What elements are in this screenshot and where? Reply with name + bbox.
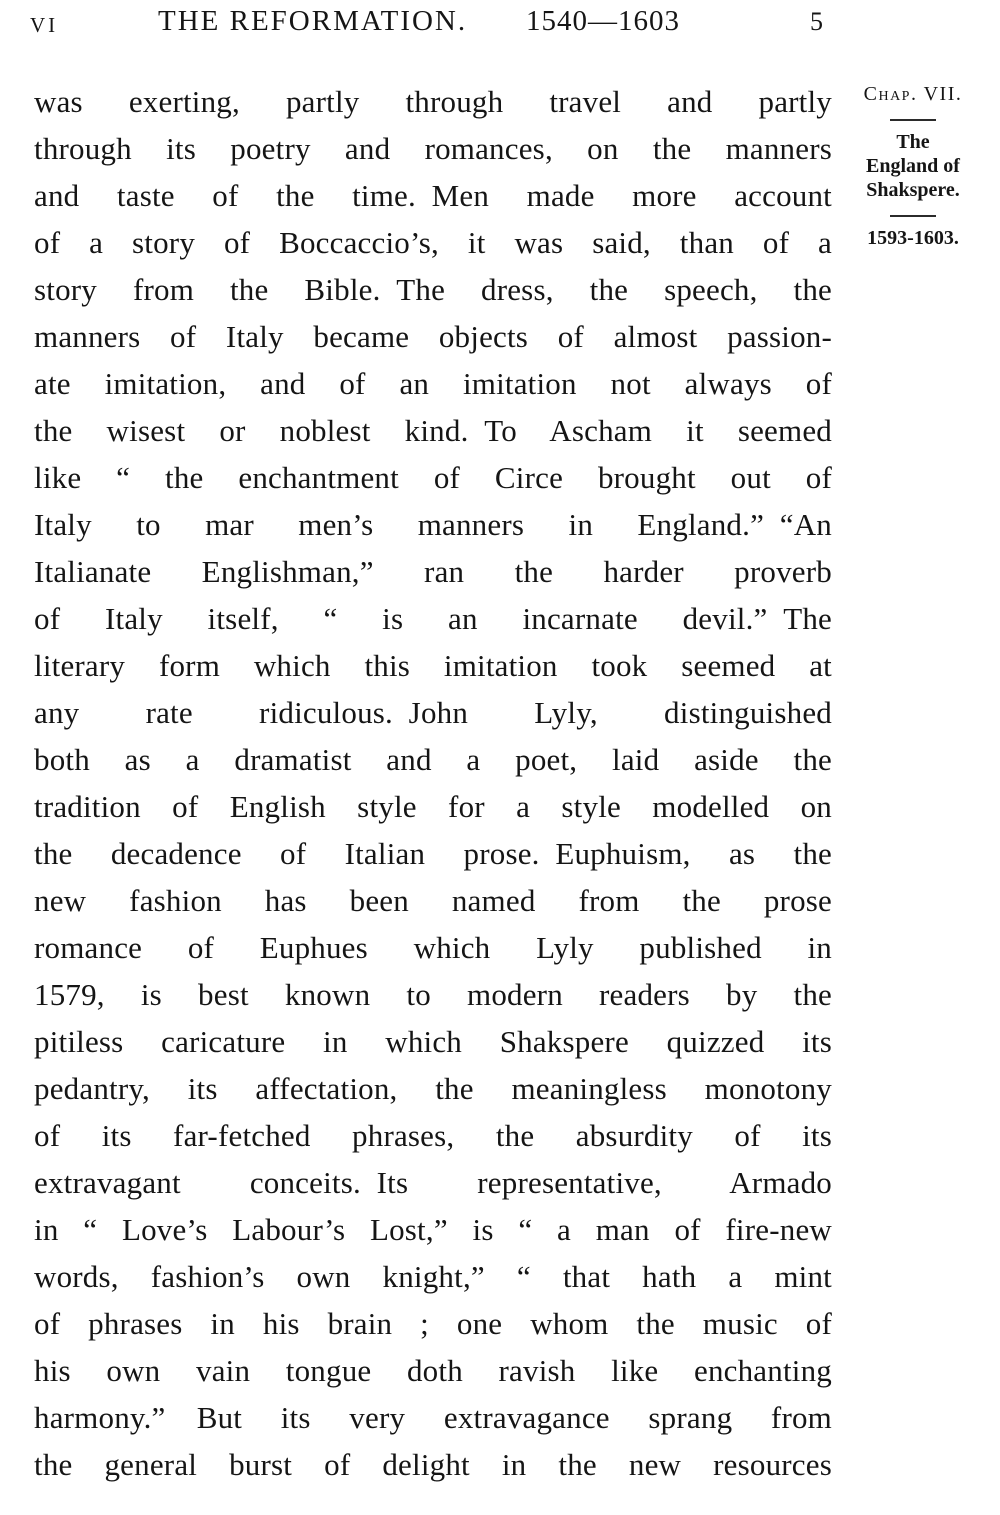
text-line: extravagant conceits. Its representative, Armado [34, 1165, 832, 1200]
text-line: in “ Love’s Labour’s Lost,” is “ a man of fire-new [34, 1212, 832, 1247]
body-text-column [34, 78, 832, 1488]
text-line: manners of Italy became objects of almost passion- [34, 319, 832, 354]
margin-note-line: The [896, 131, 930, 153]
text-line: literary form which this imitation took seemed at [34, 648, 832, 683]
text-line: through its poetry and romances, on the manners [34, 131, 832, 166]
text-line: the wisest or noblest kind. To Ascham it seemed [34, 413, 832, 448]
text-line: of phrases in his brain ; one whom the music of [34, 1306, 832, 1341]
margin-notes-column [838, 83, 988, 250]
text-line: the decadence of Italian prose. Euphuism, as the [34, 836, 832, 871]
folio-signature: VI [30, 13, 59, 37]
page-number: 5 [810, 7, 823, 36]
text-line: harmony.” But its very extravagance sprang from [34, 1400, 832, 1435]
text-line: was exerting, partly through travel and partly [34, 84, 832, 119]
header-date-range: 1540—1603 [526, 5, 680, 37]
text-line: ate imitation, and of an imitation not always of [34, 366, 832, 401]
text-line: of a story of Boccaccio’s, it was said, than of a [34, 225, 832, 260]
text-line: Italianate Englishman,” ran the harder proverb [34, 554, 832, 589]
text-line: like “ the enchantment of Circe brought out of [34, 460, 832, 495]
margin-note-line: Shakspere. [866, 179, 960, 201]
text-line: any rate ridiculous. John Lyly, distinguished [34, 695, 832, 730]
text-line: Italy to mar men’s manners in England.” “An [34, 507, 832, 542]
text-line: words, fashion’s own knight,” “ that hath a mint [34, 1259, 832, 1294]
text-line: of Italy itself, “ is an incarnate devil.” The [34, 601, 832, 636]
text-line: 1579, is best known to modern readers by the [34, 977, 832, 1012]
text-line: story from the Bible. The dress, the speech, the [34, 272, 832, 307]
text-line: tradition of English style for a style modelled on [34, 789, 832, 824]
text-line: the general burst of delight in the new resources [34, 1447, 832, 1482]
text-line: pedantry, its affectation, the meaningless monotony [34, 1071, 832, 1106]
text-line: and taste of the time. Men made more account [34, 178, 832, 213]
text-line: both as a dramatist and a poet, laid aside the [34, 742, 832, 777]
margin-divider-rule [890, 119, 936, 121]
running-title: THE REFORMATION. [158, 5, 468, 37]
margin-note-line: England of [866, 155, 960, 177]
margin-chapter-label: Chap. VII. [863, 83, 963, 105]
text-line: new fashion has been named from the prose [34, 883, 832, 918]
text-line: romance of Euphues which Lyly published in [34, 930, 832, 965]
margin-divider-rule [890, 215, 936, 217]
margin-date-label: 1593-1603. [867, 227, 959, 249]
text-line: of its far-fetched phrases, the absurdity of its [34, 1118, 832, 1153]
text-line: pitiless caricature in which Shakspere quizzed its [34, 1024, 832, 1059]
text-line: his own vain tongue doth ravish like enchanting [34, 1353, 832, 1388]
